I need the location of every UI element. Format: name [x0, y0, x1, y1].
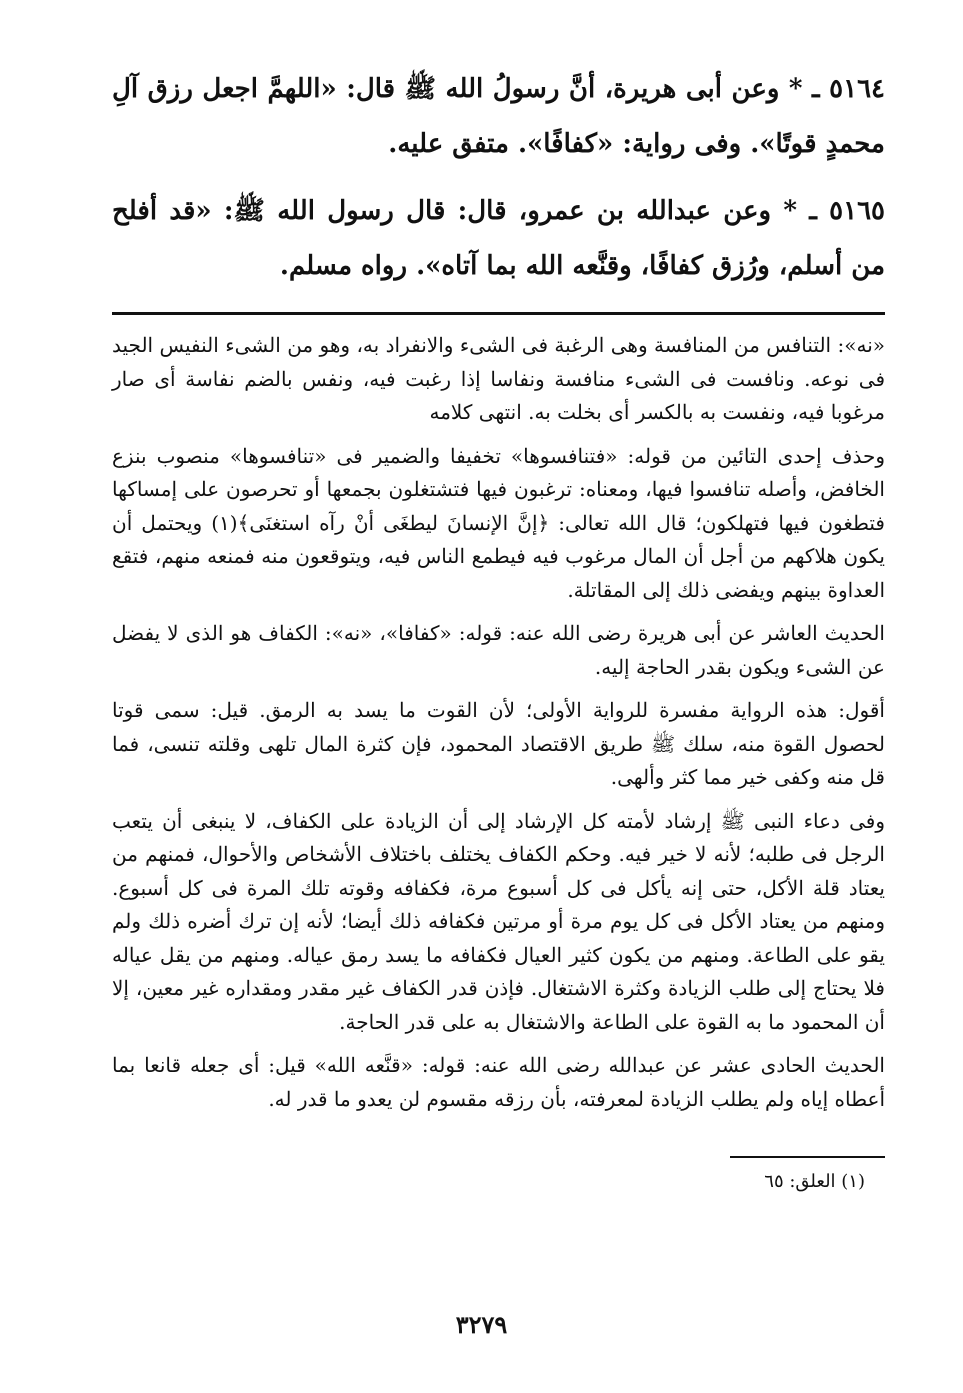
page-body — [112, 62, 885, 1194]
footnote: (١) العلق: ٦٥ — [764, 1171, 865, 1192]
commentary-paragraph: أقول: هذه الرواية مفسرة للرواية الأولى؛ لأن القوت ما يسد به الرمق. قيل: سمى قوتا لحصول القوة منه، سلك ﷺ طريق الاقتصاد المحمود، فإن كثرة المال تلهى وقلته تنسى، فما قل منه وكفى خير مما كثر وألهى. — [112, 698, 885, 789]
commentary-paragraph: وحذف إحدى التائين من قوله: «فتنافسوها» تخفيفا والضمير فى «تنافسوها» منصوب بنزع الخافض، وأصله تنافسوا فيها، ومعناه: ترغبون فيها فتشتغلون بجمعها أو تحرصون على إمساكها فتطغون فيها فتهلكون؛ قال الله تعالى: ﴿إنَّ الإنسانَ ليطغَى أنْ رآه استغنَى﴾(١) ويحتمل أن يكون هلاكهم من أجل أن المال مرغوب فيه فيطمع الناس فيه، ويتوقعون منه فمنعه منهم، فتقع العداوة بينهم ويفضى ذلك إلى المقاتلة. — [112, 443, 885, 602]
section-divider — [112, 312, 885, 315]
commentary-paragraph: الحديث العاشر عن أبى هريرة رضى الله عنه: قوله: «كفافا»، «نه»: الكفاف هو الذى لا يفضل عن الشىء ويكون بقدر الحاجة إليه. — [112, 621, 885, 679]
commentary-paragraph: وفى دعاء النبى ﷺ إرشاد لأمته كل الإرشاد إلى أن الزيادة على الكفاف، لا ينبغى أن يتعب الرجل فى طلبه؛ لأنه لا خير فيه. وحكم الكفاف يختلف باختلاف الأشخاص والأحوال، فمنهم من يعتاد قلة الأكل، حتى إنه يأكل فى كل أسبوع مرة، فكفافه وقوته تلك المرة فى كل أسبوع. ومنهم من يعتاد الأكل فى كل يوم مرة أو مرتين فكفافه ذلك أيضا؛ لأنه إن ترك أضره ذلك ولم يقو على الطاعة. ومنهم من يكون كثير العيال فكفافه ما يسد رمق عياله. ومنهم من يقل عياله فلا يحتاج إلى طلب الزيادة وكثرة الاشتغال. فإذن قدر الكفاف غير مقدر ومقداره غير معين، إلا أن المحمود ما به القوة على الطاعة والاشتغال به على قدر الحاجة. — [112, 808, 885, 1034]
hadith-5165: ٥١٦٥ ـ * وعن عبدالله بن عمرو، قال: قال رسول الله ﷺ: «قد أفلح من أسلم، ورُزق كفافًا، وقنَّعه الله بما آتاه». رواه مسلم. — [112, 196, 885, 281]
commentary-paragraph: الحديث الحادى عشر عن عبدالله رضى الله عنه: قوله: «قنَّعه الله» قيل: أى جعله قانعا بما أعطاه إياه ولم يطلب الزيادة لمعرفته، بأن رزقه مقسوم لن يعدو ما قدر له. — [112, 1053, 885, 1111]
footnote-divider — [730, 1156, 885, 1158]
page-number: ٣٢٧٩ — [455, 1310, 508, 1339]
hadith-5164: ٥١٦٤ ـ * وعن أبى هريرة، أنَّ رسولُ الله ﷺ قال: «اللهمَّ اجعل رزق آلِ محمدٍ قوتًا». وفى رواية: «كفافًا». متفق عليه. — [112, 74, 885, 159]
commentary-paragraph: «نه»: التنافس من المنافسة وهى الرغبة فى الشىء والانفراد به، وهو من الشىء النفيس الجيد فى نوعه. ونافست فى الشىء منافسة ونفاسا إذا رغبت فيه، ونفس بالضم نفاسة أى صار مرغوبا فيه، ونفست به بالكسر أى بخلت به. انتهى كلامه — [112, 333, 885, 424]
